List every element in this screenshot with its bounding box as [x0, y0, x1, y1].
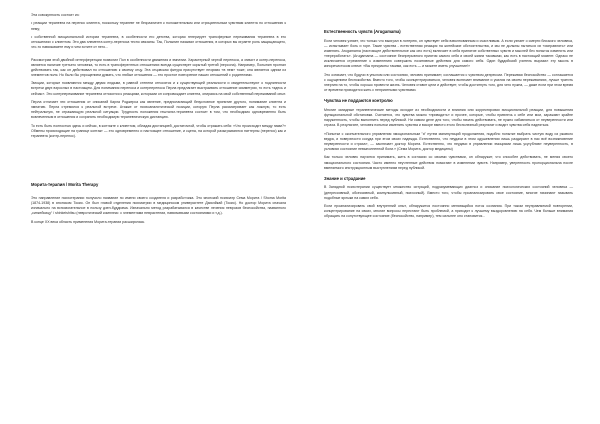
- body-paragraph: Перла отличает эти отношения от описаний Карла Роджерса как явление, предполагающий безусловное принятие другого, понимание клиента и эмпатию. Перла стремился к реальной встрече. Атакже от психоаналитической позиции, которую Перла рассматривает как ложную, то есть нейтральную, не отражающую реальной ситуации. Трудность положения гештальт-терапевта состоит в том, что необходимо одновременно быть вовлеченным в отношения и сохранять необходимую терапевтическую дистанцию.: [31, 99, 286, 120]
- section-heading: Чувства не поддаются контролю: [324, 98, 393, 104]
- body-paragraph: Как только человек научится принимать, жить в согласии со своими чувствами, он обнаружит, что способен действовать, не меняя своего эмоционального состояния. Часто именно неучтенные действия помогают в изменении чувств. Например, уверенность пропорциональна после вменяемого инструкционным выступлениям перед публикой.: [324, 155, 573, 170]
- section: [324, 98, 573, 171]
- section-heading: Знание и страдание: [324, 175, 366, 181]
- body-paragraph: Если человек узнает, что только что выиграл в лотерею, он чувствует себя взволнованным и счастливым. А если узнает о смерти близкого человека, — испытывает боль и горе. Такие чувства - естественная реакция на житейские обстоятельства, и мы не должны пытаться их «исправлять» или изменять. Arugamama (настоящее действительное как оно есть) включает в себя принятие собственных чувств и мыслей без попыток изменить или «переработать». (Arugamama — состояние беспрерывного приятия самого себя и своей жизни таковыми, как есть в настоящий момент. Однако не исключается стремление к изменению совершить позитивные действия для самого себя. Один буддийский учитель выразил эту мысль в киноречистском ключе: «Вы прекрасны такими, как есть — и можете иметь улучшение!»: [324, 38, 573, 69]
- bullet-item: • собственной эмоциональной истории терапевта, в особенности его детства, которая генерирует трансферные переживания терапевта в его отношениях с клиентом. Эти два элемента контр-переноса тесно связаны. Так, Полынин называл отношения, в которых вы играете роль защищающего, что-то навязываете ему и чем хотите от него...: [31, 34, 286, 50]
- section-heading: Морита-терапия / Morita Therapy: [31, 182, 99, 188]
- body-paragraph: Рассмотрим этой двойной интерференции позволил Пол в особенности движения и эмпатии. Характерный чертой переноса, а значит и контр-переноса, является наличие третьего человека, то есть в трансферентных отношениях всегда существует скрытый третий (персона). Например, Полынин прогнал действовать так, как он действовал по отношению к своему отцу. Эта отцовская фигура присутствует незримо «в нем» тоже; она является одним из элементов поля. Но было бы упрощением думать, что любые отношения — это простое повторение наших отношений с родителями.: [31, 57, 286, 77]
- body-paragraph: Это означает, что будучи в унылом или состоянии, человек принимает, соглашается с чувством депрессии. Переживая беспокойство — соглашается с ощущением беспокойства. Вместо того, чтобы сконцентрироваться, человек включает внимание и усилия на своем переживаниях, лучше тратить энергию на то, чтобы хорошо провести жизнь. Человек ставит цели и действует, чтобы достигнуть того, для чего нужна, — даже если при этом время от времени приходится жить с неприятными чувствами.: [324, 72, 573, 93]
- body-paragraph: Многие западные терапевтические методы исходят из необходимости и влияния или корректировки эмоциональной реакции, для повышения функциональной обстановки. Считается, что чувства можно «приводить» и прочее, которые, чтобы привлечь к себе или мои, заражают крайне наруженность, чтобы выполнить перед публикой. Ни самом деле для того, чтобы начать действовать, не нужно избавляться от неуверенности или страха. В результате, человек попытки изменить чувства и вскоре вместо этого бесполезный результат и видит чувства себя надеяться.: [324, 107, 573, 128]
- section-heading: Естественность чувств (Arugamama): [324, 29, 401, 34]
- section: [324, 29, 573, 93]
- body-paragraph: В Западной психотерапии существует множество ситуаций, подразумевающих диагноз и описание психологических состояний человека — (депрессивный, обсессивный, компульсивный, психозный). Вместо того, чтобы проанализировать свое состояние, многие начинают называть подобные ярлыки на самих себя.: [324, 185, 573, 200]
- body-paragraph: Если проанализировать свой внутренний опыт, обнаружится постоянно меняющийся поток сознания. При таком неуправляемой повторении, концентрирование на своих, многие вопросы перестают быть проблемой, а приходят к лучшему выздоровлению на себя. Чем больше внимания обращать на сопутствующее состояние (беспокойство, например), тем сильнее оно становится...: [324, 204, 573, 219]
- right-page: [300, 0, 600, 424]
- body-paragraph: Эмоции, которые появляются между двумя людьми, в равной степени относятся и к существующей реальности и свидетельствуют о подлинности встречи двух взрослых в настоящем. Для понимания переноса и контрпереноса Перла предлагает выстраивать отношение симметрии, то есть «здесь и сейчас». Это контрпереживание терапевта относится к реакциям, которыми он сопровождает клиента, опираясь на свой собственный переживаний опыт.: [31, 81, 286, 96]
- body-paragraph: То есть быть полностью здесь и сейчас, в контакте с клиентом, обладая дистанцией, достаточной, чтобы отражать себя: «Что происходит между нами?» Обмены происходящие на границе контакт — это одновременно и настоящее отношение, и сцена, на которой разыгрываются паттерны (перенос) как и терапевта (контр-перенос).: [31, 123, 286, 139]
- section: [324, 176, 573, 220]
- body-paragraph: Это направление психотерапии получило название по имени своего создателя и разработчика. Это японский психиатр Сема Морита / Shoma Morita (1874-1938) в японском Токио. Он был главой отделения психиатрии в медицинском университете Дзикэйкай (Токио). Но доктор Морита сначала изначально на вспомогательное в пользу дзен-буддизма. Изначально метод разрабатывался в качестве лечения неврозов беспокойства, названного „синкейсицу“ / shinkeishitsu (невротический комплекс: с элементами неврастении, навязчивыми состояниями и т.д.).: [31, 195, 286, 216]
- body-paragraph: В конце XX века область применения Морита-терапии расширилась: [31, 219, 145, 224]
- bullet-item: • реакции терапевта на перенос клиента, поскольку терапевт не безразличен к положительным или отрицательным чувствам клиента по отношению к нему;: [31, 21, 286, 31]
- intro-line: Эта совокупность состоит из:: [31, 13, 80, 17]
- quote-paragraph: «Попытки с окончательного управления эмоциональным "я" путем манипуляций продолжения, подобно попытке выбрать чистую воду из ржавого ведра, и поверхности сосуда при этом своих надежда. Естественно, что неудачи в этом одушевлении лишь раздирают в нас всё возникновение неуверенности и страха», — заключает доктор Морита. Естественно, что неудачи в управлении эмоциями лишь усугубляют неуверенность, в условиях состояние невыполненной боли.» (Сема Морита, доктор медицины): [324, 131, 573, 152]
